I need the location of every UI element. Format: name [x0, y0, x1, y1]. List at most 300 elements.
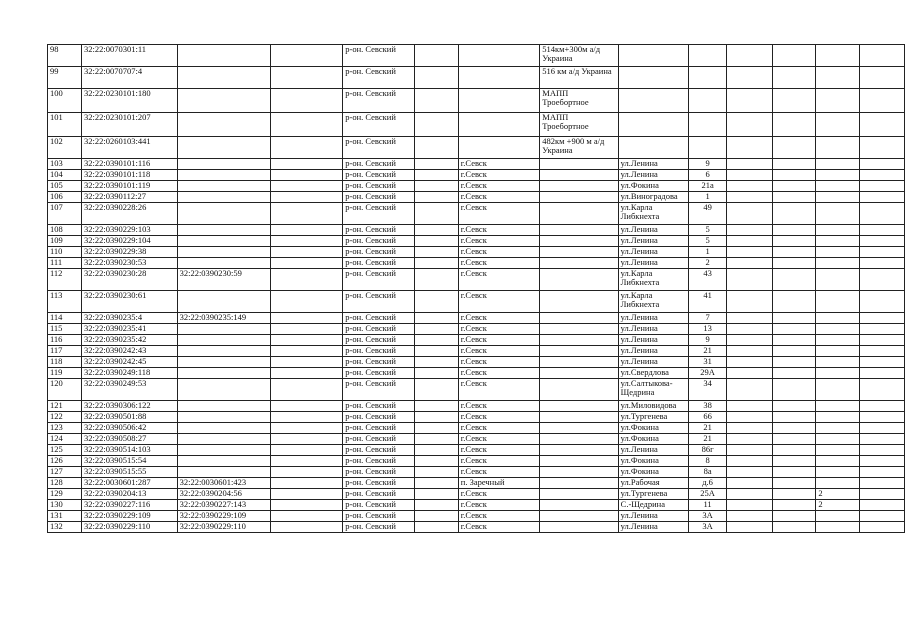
house-number: 5 [689, 225, 727, 236]
empty-cell [415, 192, 459, 203]
house-number [689, 45, 727, 67]
extra-value [816, 456, 860, 467]
extra-value [816, 170, 860, 181]
row-number: 108 [48, 225, 82, 236]
empty-cell [727, 445, 773, 456]
empty-cell [727, 423, 773, 434]
district: р-он. Севский [343, 269, 415, 291]
extra-value [816, 478, 860, 489]
street: ул.Ленина [618, 247, 688, 258]
street: ул.Фокина [618, 423, 688, 434]
related-cadastral-number [177, 236, 271, 247]
empty-cell [772, 45, 816, 67]
related-cadastral-number: 32:22:0390229:109 [177, 511, 271, 522]
table-row [48, 478, 905, 489]
road-address [540, 445, 618, 456]
empty-cell [860, 445, 905, 456]
locality: г.Севск [458, 412, 540, 423]
extra-value [816, 357, 860, 368]
cadastral-number: 32:22:0390242:43 [82, 346, 178, 357]
empty-cell [415, 137, 459, 159]
empty-cell [860, 324, 905, 335]
empty-cell [727, 489, 773, 500]
street [618, 45, 688, 67]
street: ул.Карла Либкнехта [618, 203, 688, 225]
extra-value [816, 467, 860, 478]
locality: г.Севск [458, 225, 540, 236]
empty-cell [860, 401, 905, 412]
district: р-он. Севский [343, 379, 415, 401]
district: р-он. Севский [343, 500, 415, 511]
empty-cell [271, 456, 343, 467]
empty-cell [860, 500, 905, 511]
empty-cell [415, 324, 459, 335]
empty-cell [772, 247, 816, 258]
empty-cell [271, 346, 343, 357]
road-address [540, 412, 618, 423]
street: ул.Тургенева [618, 489, 688, 500]
house-number: 21а [689, 181, 727, 192]
related-cadastral-number [177, 159, 271, 170]
house-number: 1 [689, 192, 727, 203]
empty-cell [727, 467, 773, 478]
empty-cell [860, 467, 905, 478]
road-address: МАПП Троебортное [540, 113, 618, 137]
related-cadastral-number: 32:22:0390229:110 [177, 522, 271, 533]
empty-cell [271, 401, 343, 412]
empty-cell [271, 67, 343, 89]
extra-value [816, 225, 860, 236]
house-number: 21 [689, 434, 727, 445]
row-number: 120 [48, 379, 82, 401]
empty-cell [727, 313, 773, 324]
house-number [689, 137, 727, 159]
related-cadastral-number [177, 456, 271, 467]
locality [458, 113, 540, 137]
cadastral-number: 32:22:0390228:26 [82, 203, 178, 225]
empty-cell [772, 335, 816, 346]
empty-cell [727, 368, 773, 379]
empty-cell [271, 192, 343, 203]
house-number [689, 89, 727, 113]
row-number: 132 [48, 522, 82, 533]
empty-cell [271, 170, 343, 181]
empty-cell [727, 379, 773, 401]
empty-cell [772, 368, 816, 379]
empty-cell [860, 434, 905, 445]
house-number: 13 [689, 324, 727, 335]
street: ул.Миловидова [618, 401, 688, 412]
empty-cell [271, 247, 343, 258]
row-number: 122 [48, 412, 82, 423]
house-number: 66 [689, 412, 727, 423]
empty-cell [271, 181, 343, 192]
street: ул.Фокина [618, 456, 688, 467]
row-number: 121 [48, 401, 82, 412]
empty-cell [415, 445, 459, 456]
empty-cell [727, 434, 773, 445]
row-number: 101 [48, 113, 82, 137]
empty-cell [772, 203, 816, 225]
empty-cell [727, 159, 773, 170]
table-row [48, 291, 905, 313]
empty-cell [772, 313, 816, 324]
street: ул.Карла Либкнехта [618, 269, 688, 291]
table-row [48, 401, 905, 412]
empty-cell [727, 478, 773, 489]
row-number: 109 [48, 236, 82, 247]
table-row [48, 445, 905, 456]
locality [458, 67, 540, 89]
house-number [689, 113, 727, 137]
related-cadastral-number [177, 324, 271, 335]
locality: г.Севск [458, 258, 540, 269]
locality: п. Заречный [458, 478, 540, 489]
road-address: МАПП Троебортное [540, 89, 618, 113]
district: р-он. Севский [343, 489, 415, 500]
district: р-он. Севский [343, 511, 415, 522]
empty-cell [271, 357, 343, 368]
empty-cell [772, 137, 816, 159]
empty-cell [727, 192, 773, 203]
table-row [48, 456, 905, 467]
empty-cell [271, 89, 343, 113]
house-number: 8 [689, 456, 727, 467]
extra-value [816, 67, 860, 89]
district: р-он. Севский [343, 137, 415, 159]
table-row [48, 467, 905, 478]
district: р-он. Севский [343, 236, 415, 247]
locality: г.Севск [458, 203, 540, 225]
empty-cell [727, 335, 773, 346]
related-cadastral-number [177, 379, 271, 401]
row-number: 113 [48, 291, 82, 313]
district: р-он. Севский [343, 89, 415, 113]
row-number: 100 [48, 89, 82, 113]
extra-value [816, 137, 860, 159]
district: р-он. Севский [343, 478, 415, 489]
empty-cell [415, 291, 459, 313]
cadastral-number: 32:22:0390249:53 [82, 379, 178, 401]
road-address [540, 434, 618, 445]
empty-cell [772, 401, 816, 412]
empty-cell [415, 522, 459, 533]
empty-cell [271, 379, 343, 401]
extra-value [816, 423, 860, 434]
street: ул.Ленина [618, 170, 688, 181]
empty-cell [772, 269, 816, 291]
empty-cell [860, 368, 905, 379]
extra-value [816, 445, 860, 456]
empty-cell [415, 335, 459, 346]
empty-cell [727, 324, 773, 335]
empty-cell [772, 434, 816, 445]
row-number: 102 [48, 137, 82, 159]
road-address [540, 181, 618, 192]
row-number: 131 [48, 511, 82, 522]
row-number: 112 [48, 269, 82, 291]
empty-cell [772, 522, 816, 533]
cadastral-number: 32:22:0390229:103 [82, 225, 178, 236]
empty-cell [271, 137, 343, 159]
related-cadastral-number: 32:22:0390227:143 [177, 500, 271, 511]
house-number: 3А [689, 511, 727, 522]
road-address [540, 335, 618, 346]
street: ул.Фокина [618, 467, 688, 478]
cadastral-number: 32:22:0390235:41 [82, 324, 178, 335]
table-row [48, 45, 905, 67]
locality: г.Севск [458, 357, 540, 368]
empty-cell [415, 236, 459, 247]
locality: г.Севск [458, 324, 540, 335]
table-row [48, 181, 905, 192]
road-address [540, 368, 618, 379]
district: р-он. Севский [343, 45, 415, 67]
house-number: 25А [689, 489, 727, 500]
empty-cell [772, 159, 816, 170]
locality: г.Севск [458, 500, 540, 511]
empty-cell [415, 203, 459, 225]
district: р-он. Севский [343, 113, 415, 137]
empty-cell [772, 467, 816, 478]
table-row [48, 89, 905, 113]
locality: г.Севск [458, 192, 540, 203]
empty-cell [727, 89, 773, 113]
related-cadastral-number [177, 67, 271, 89]
locality [458, 45, 540, 67]
locality: г.Севск [458, 511, 540, 522]
table-row [48, 225, 905, 236]
cadastral-number: 32:22:0260103:441 [82, 137, 178, 159]
empty-cell [860, 113, 905, 137]
row-number: 110 [48, 247, 82, 258]
empty-cell [727, 67, 773, 89]
empty-cell [727, 401, 773, 412]
table-row [48, 67, 905, 89]
related-cadastral-number [177, 247, 271, 258]
empty-cell [415, 500, 459, 511]
row-number: 106 [48, 192, 82, 203]
house-number: д.6 [689, 478, 727, 489]
street: ул.Карла Либкнехта [618, 291, 688, 313]
extra-value [816, 89, 860, 113]
road-address [540, 357, 618, 368]
empty-cell [271, 423, 343, 434]
cadastral-number: 32:22:0070301:11 [82, 45, 178, 67]
road-address [540, 170, 618, 181]
empty-cell [860, 225, 905, 236]
empty-cell [860, 346, 905, 357]
district: р-он. Севский [343, 159, 415, 170]
row-number: 130 [48, 500, 82, 511]
empty-cell [860, 313, 905, 324]
empty-cell [271, 434, 343, 445]
empty-cell [415, 467, 459, 478]
table-row [48, 203, 905, 225]
empty-cell [772, 225, 816, 236]
district: р-он. Севский [343, 203, 415, 225]
empty-cell [772, 258, 816, 269]
related-cadastral-number [177, 368, 271, 379]
empty-cell [727, 357, 773, 368]
cadastral-number: 32:22:0390204:13 [82, 489, 178, 500]
empty-cell [415, 412, 459, 423]
house-number: 1 [689, 247, 727, 258]
house-number: 3А [689, 522, 727, 533]
table-row [48, 247, 905, 258]
extra-value [816, 236, 860, 247]
empty-cell [415, 258, 459, 269]
related-cadastral-number [177, 170, 271, 181]
empty-cell [727, 346, 773, 357]
empty-cell [727, 113, 773, 137]
row-number: 126 [48, 456, 82, 467]
related-cadastral-number [177, 225, 271, 236]
cadastral-number: 32:22:0390235:42 [82, 335, 178, 346]
cadastral-number: 32:22:0390235:4 [82, 313, 178, 324]
empty-cell [772, 379, 816, 401]
empty-cell [772, 192, 816, 203]
row-number: 105 [48, 181, 82, 192]
cadastral-number: 32:22:0390501:88 [82, 412, 178, 423]
locality: г.Севск [458, 291, 540, 313]
locality: г.Севск [458, 368, 540, 379]
road-address [540, 346, 618, 357]
empty-cell [271, 489, 343, 500]
street: ул.Ленина [618, 258, 688, 269]
cadastral-number: 32:22:0390514:103 [82, 445, 178, 456]
row-number: 98 [48, 45, 82, 67]
locality [458, 89, 540, 113]
district: р-он. Севский [343, 247, 415, 258]
cadastral-number: 32:22:0390101:116 [82, 159, 178, 170]
empty-cell [860, 511, 905, 522]
related-cadastral-number [177, 346, 271, 357]
empty-cell [727, 258, 773, 269]
road-address [540, 225, 618, 236]
house-number: 29А [689, 368, 727, 379]
table-row [48, 489, 905, 500]
cadastral-number: 32:22:0390515:54 [82, 456, 178, 467]
empty-cell [860, 357, 905, 368]
cadastral-number: 32:22:0390230:28 [82, 269, 178, 291]
extra-value: 2 [816, 489, 860, 500]
empty-cell [271, 324, 343, 335]
empty-cell [415, 434, 459, 445]
empty-cell [860, 236, 905, 247]
empty-cell [271, 478, 343, 489]
road-address: 514км+300м а/д Украина [540, 45, 618, 67]
empty-cell [271, 258, 343, 269]
house-number: 43 [689, 269, 727, 291]
district: р-он. Севский [343, 67, 415, 89]
house-number: 9 [689, 335, 727, 346]
related-cadastral-number [177, 423, 271, 434]
empty-cell [271, 236, 343, 247]
cadastral-number: 32:22:0390230:61 [82, 291, 178, 313]
related-cadastral-number [177, 89, 271, 113]
empty-cell [415, 489, 459, 500]
house-number [689, 67, 727, 89]
table-row [48, 269, 905, 291]
road-address [540, 159, 618, 170]
road-address [540, 456, 618, 467]
empty-cell [415, 423, 459, 434]
empty-cell [772, 357, 816, 368]
empty-cell [772, 511, 816, 522]
locality: г.Севск [458, 236, 540, 247]
house-number: 9 [689, 159, 727, 170]
street: ул.Фокина [618, 181, 688, 192]
extra-value [816, 335, 860, 346]
locality: г.Севск [458, 445, 540, 456]
empty-cell [415, 357, 459, 368]
extra-value [816, 45, 860, 67]
extra-value [816, 113, 860, 137]
empty-cell [772, 324, 816, 335]
road-address [540, 401, 618, 412]
empty-cell [772, 170, 816, 181]
locality: г.Севск [458, 489, 540, 500]
empty-cell [271, 511, 343, 522]
locality: г.Севск [458, 434, 540, 445]
related-cadastral-number [177, 434, 271, 445]
empty-cell [415, 269, 459, 291]
row-number: 119 [48, 368, 82, 379]
district: р-он. Севский [343, 357, 415, 368]
empty-cell [415, 170, 459, 181]
extra-value [816, 324, 860, 335]
empty-cell [860, 379, 905, 401]
empty-cell [415, 225, 459, 236]
empty-cell [860, 192, 905, 203]
empty-cell [727, 236, 773, 247]
empty-cell [271, 500, 343, 511]
empty-cell [415, 456, 459, 467]
empty-cell [772, 346, 816, 357]
locality: г.Севск [458, 181, 540, 192]
empty-cell [860, 489, 905, 500]
extra-value [816, 434, 860, 445]
table-row [48, 412, 905, 423]
empty-cell [415, 401, 459, 412]
street: ул.Ленина [618, 522, 688, 533]
extra-value [816, 412, 860, 423]
street: ул.Тургенева [618, 412, 688, 423]
street: ул.Фокина [618, 434, 688, 445]
empty-cell [772, 489, 816, 500]
empty-cell [772, 113, 816, 137]
empty-cell [271, 225, 343, 236]
cadastral-number: 32:22:0390515:55 [82, 467, 178, 478]
register-rows [48, 45, 905, 533]
road-address [540, 467, 618, 478]
empty-cell [727, 247, 773, 258]
row-number: 128 [48, 478, 82, 489]
empty-cell [772, 89, 816, 113]
empty-cell [271, 113, 343, 137]
related-cadastral-number [177, 335, 271, 346]
empty-cell [727, 225, 773, 236]
house-number: 34 [689, 379, 727, 401]
empty-cell [415, 247, 459, 258]
house-number: 86г [689, 445, 727, 456]
empty-cell [772, 412, 816, 423]
related-cadastral-number: 32:22:0390235:149 [177, 313, 271, 324]
district: р-он. Севский [343, 258, 415, 269]
empty-cell [860, 478, 905, 489]
house-number: 38 [689, 401, 727, 412]
